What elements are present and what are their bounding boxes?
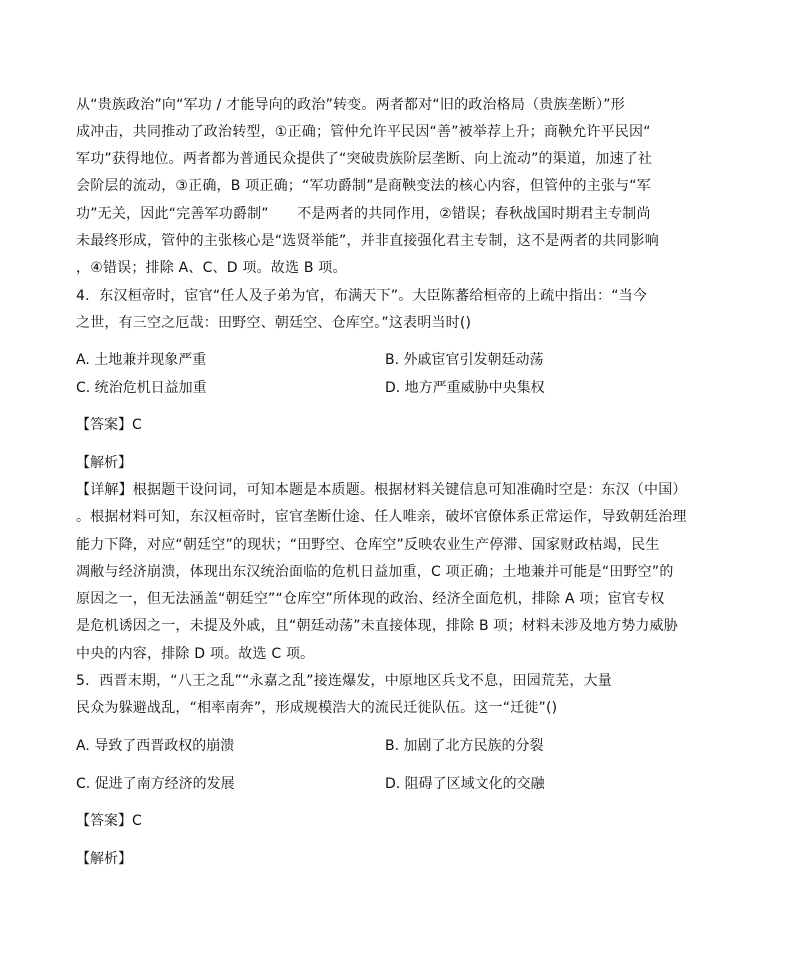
option-a: A. 土地兼并现象严重: [76, 352, 207, 368]
detail-line: 原因之一，但无法涵盖“朝廷空”“仓库空”所体现的政治、经济全面危机，排除 A 项；宦官专权: [76, 591, 665, 607]
option-c: C. 统治危机日益加重: [76, 380, 207, 396]
question-stem-line: 4．东汉桓帝时，宦官“任人及子弟为官，布满天下”。大臣陈蕃给桓帝的上疏中指出：“当今: [76, 288, 648, 304]
detail-line: 中央的内容，排除 D 项。故选 C 项。: [76, 646, 315, 662]
option-d: D. 地方严重威胁中央集权: [385, 380, 545, 396]
option-b: B. 外戚宦官引发朝廷动荡: [385, 352, 544, 368]
text-line: 会阶层的流动，③正确，B 项正确；“军功爵制”是商鞅变法的核心内容，但管仲的主张与“军: [76, 178, 651, 194]
question-stem-line: 民众为躲避战乱，“相率南奔”，形成规模浩大的流民迁徙队伍。这一“迁徙”(): [76, 700, 558, 716]
detail-line: 凋敝与经济崩溃，体现出东汉统治面临的危机日益加重，C 项正确；土地兼并可能是“田野空”的: [76, 564, 674, 580]
option-a: A. 导致了西晋政权的崩溃: [76, 738, 235, 754]
answer-label: 【答案】C: [76, 417, 142, 433]
analysis-label: 【解析】: [76, 455, 132, 471]
option-b: B. 加剧了北方民族的分裂: [385, 738, 544, 754]
text-line: 军功”获得地位。两者都为普通民众提供了“突破贵族阶层垄断、向上流动”的渠道，加速了社: [76, 151, 653, 167]
text-line: 从“贵族政治”向“军功 / 才能导向的政治”转变。两者都对“旧的政治格局（贵族垄断）”形: [76, 97, 625, 113]
analysis-label: 【解析】: [76, 851, 132, 867]
question-stem-line: 5．西晋末期，“八王之乱”“永嘉之乱”接连爆发，中原地区兵戈不息，田园荒芜，大量: [76, 673, 612, 689]
detail-line: 能力下降，对应“朝廷空”的现状；“田野空、仓库空”反映农业生产停滞、国家财政枯竭，民生: [76, 537, 660, 553]
option-d: D. 阻碍了区域文化的交融: [385, 776, 545, 792]
text-line: 功”无关，因此“完善军功爵制” 不是两者的共同作用，②错误；春秋战国时期君主专制尚: [76, 206, 651, 222]
detail-line: 【详解】根据题干设问词，可知本题是本质题。根据材料关键信息可知准确时空是：东汉（中国）: [76, 482, 687, 498]
text-line: 成冲击，共同推动了政治转型，①正确；管仲允许平民因“善”被举荐上升；商鞅允许平民因“: [76, 124, 651, 140]
option-c: C. 促进了南方经济的发展: [76, 776, 235, 792]
text-line: ，④错误；排除 A、C、D 项。故选 B 项。: [76, 260, 347, 276]
detail-line: 。根据材料可知，东汉桓帝时，宦官垄断仕途、任人唯亲，破坏官僚体系正常运作，导致朝廷治理: [76, 509, 687, 525]
question-stem-line: 之世，有三空之厄哉：田野空、朝廷空、仓库空。”这表明当时(): [76, 315, 472, 331]
answer-label: 【答案】C: [76, 813, 142, 829]
detail-line: 是危机诱因之一，未提及外戚，且“朝廷动荡”未直接体现，排除 B 项；材料未涉及地方势力威胁: [76, 618, 679, 634]
text-line: 未最终形成，管仲的主张核心是“选贤举能”，并非直接强化君主专制，这不是两者的共同影响: [76, 233, 659, 249]
